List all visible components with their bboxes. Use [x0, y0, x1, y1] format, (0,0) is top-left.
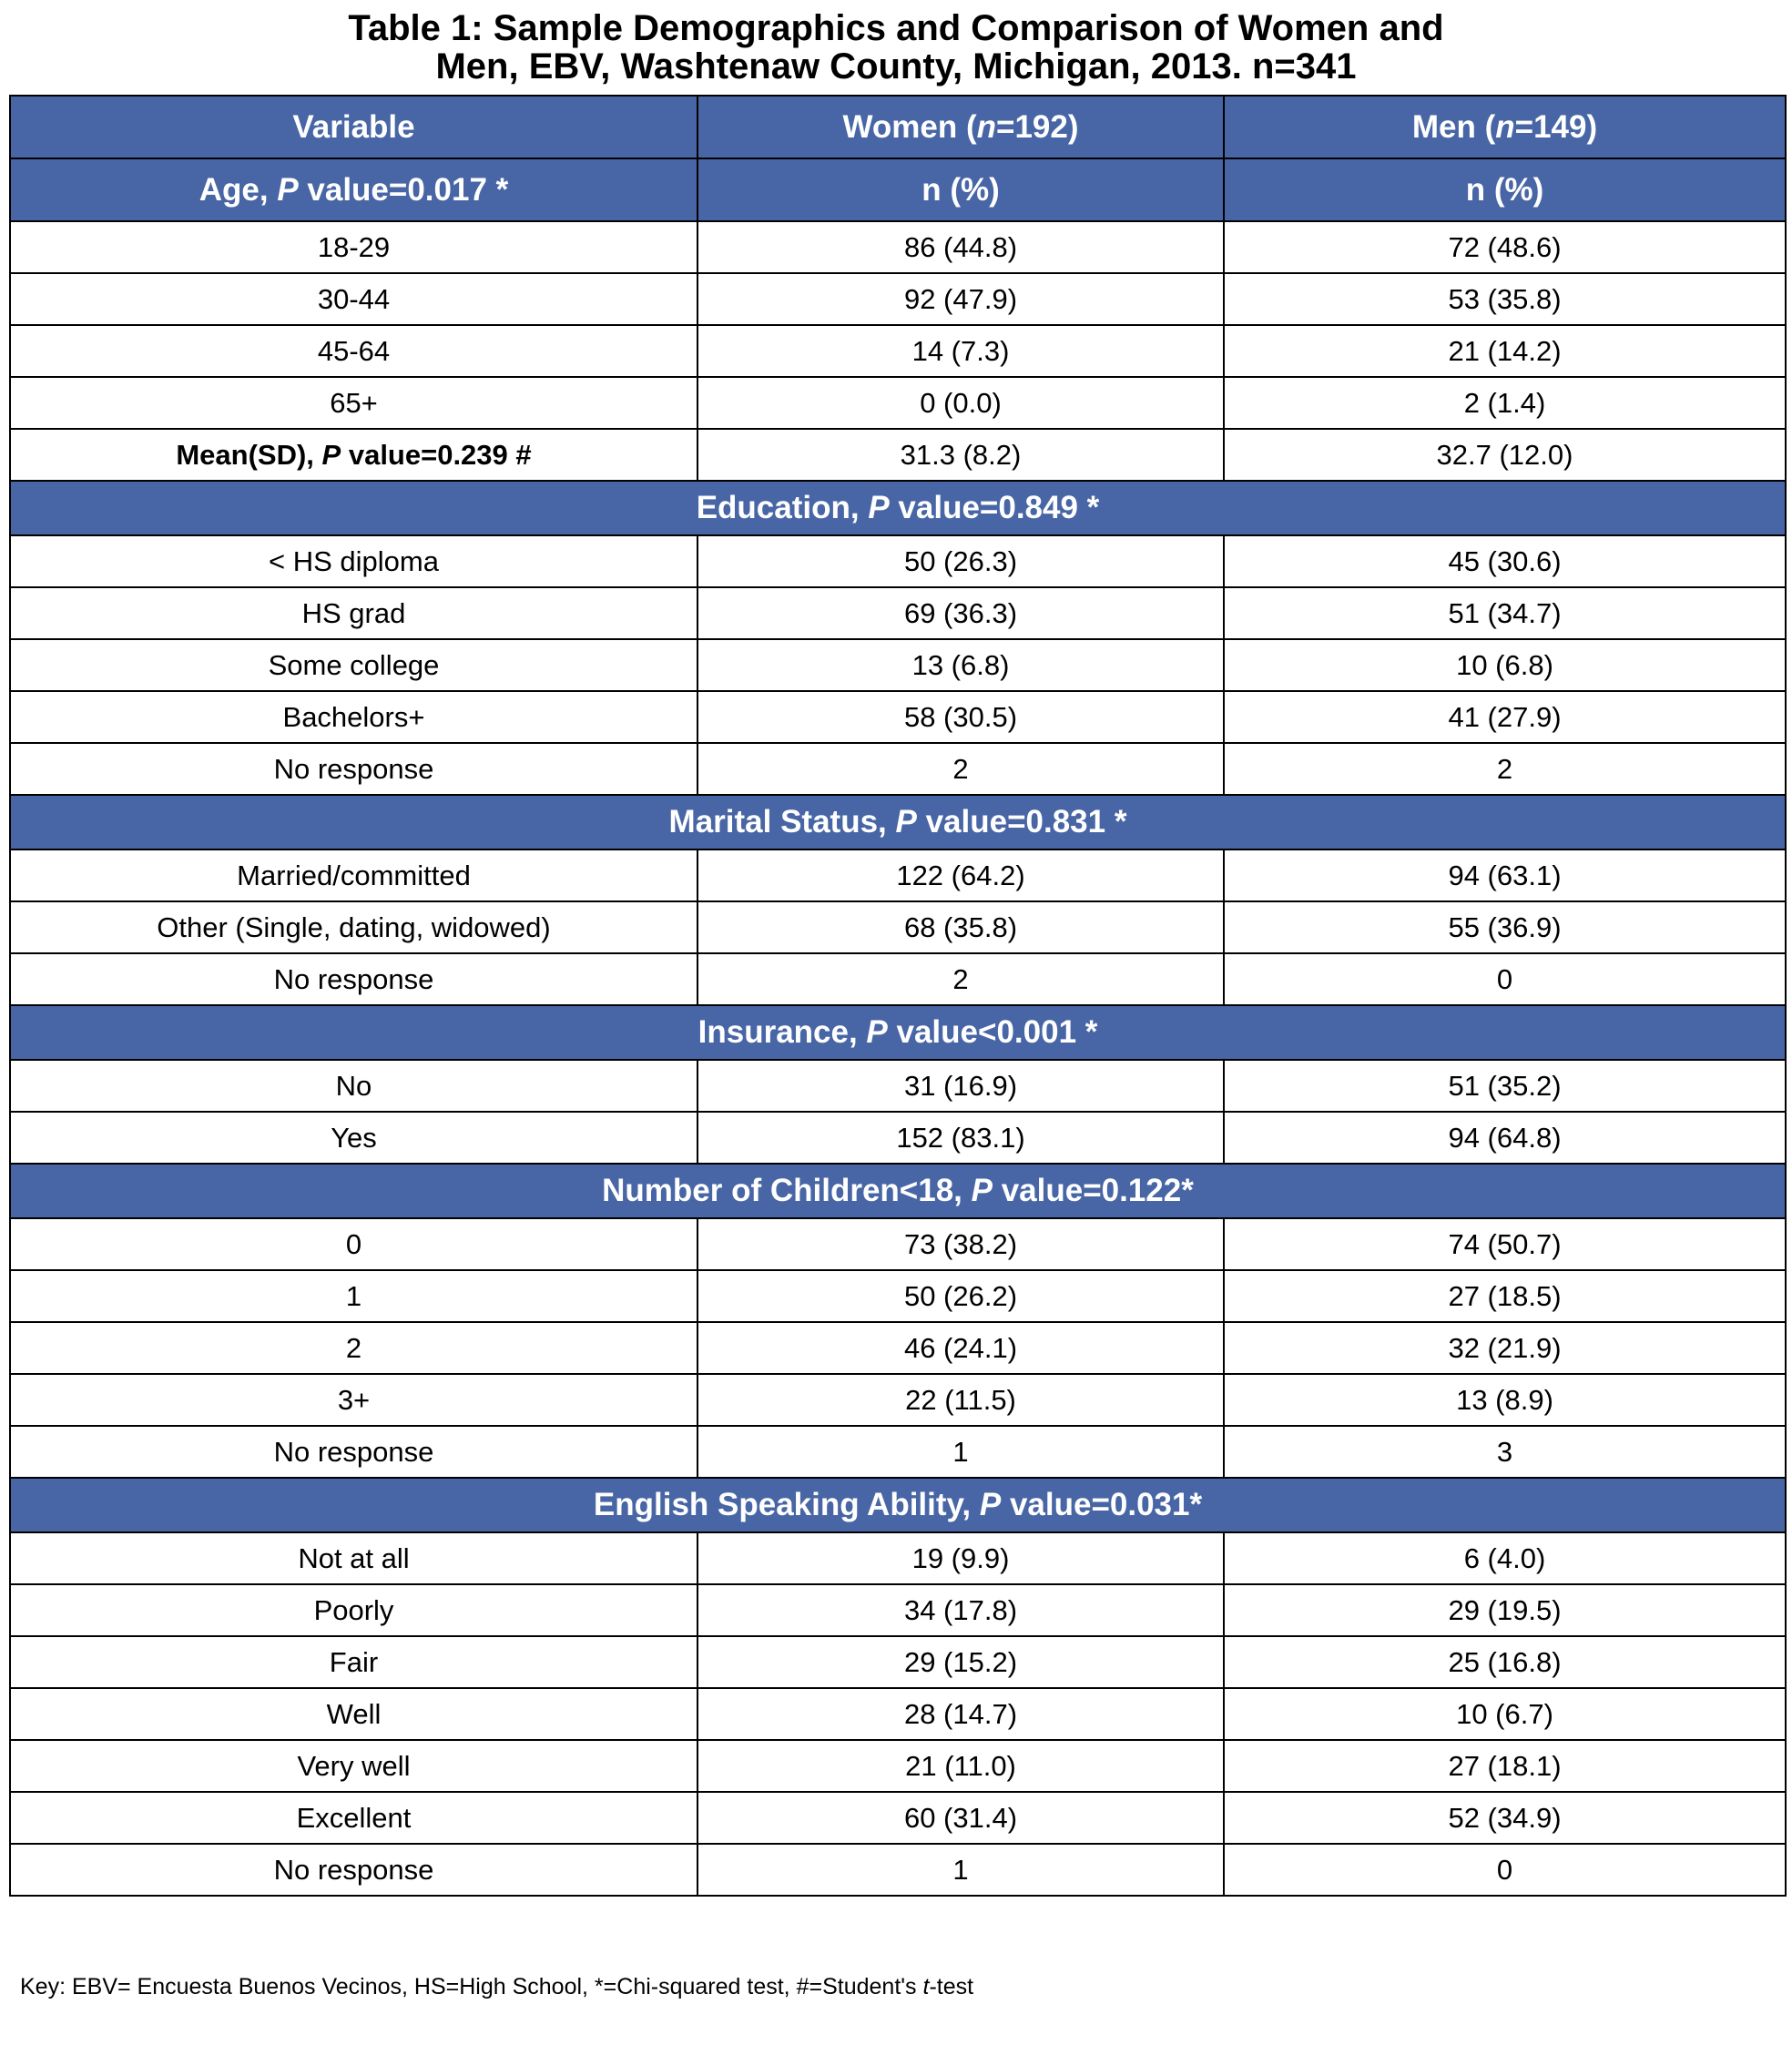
women-value: 29 (15.2) [697, 1636, 1224, 1688]
men-value: 72 (48.6) [1224, 221, 1786, 273]
table-row [10, 1270, 1786, 1322]
row-label: No response [10, 1426, 697, 1478]
row-label: No response [10, 1844, 697, 1896]
women-value: 73 (38.2) [697, 1218, 1224, 1270]
row-label: No response [10, 743, 697, 795]
table-row [10, 1688, 1786, 1740]
men-value: 45 (30.6) [1224, 535, 1786, 587]
children-section-label: Number of Children<18, P value=0.122* [10, 1164, 1786, 1218]
row-label: Some college [10, 639, 697, 691]
demographics-table [9, 95, 1787, 1897]
row-label: < HS diploma [10, 535, 697, 587]
marital-section-row [10, 795, 1786, 850]
women-value: 46 (24.1) [697, 1322, 1224, 1374]
men-value: 53 (35.8) [1224, 273, 1786, 325]
table-row [10, 535, 1786, 587]
men-value: 52 (34.9) [1224, 1792, 1786, 1844]
women-value: 1 [697, 1426, 1224, 1478]
row-label: No response [10, 953, 697, 1005]
row-label: 3+ [10, 1374, 697, 1426]
row-label: Other (Single, dating, widowed) [10, 901, 697, 953]
row-label: 45-64 [10, 325, 697, 377]
table-row [10, 1740, 1786, 1792]
insurance-section-row [10, 1005, 1786, 1060]
men-value: 2 [1224, 743, 1786, 795]
table-row [10, 1532, 1786, 1584]
table-row [10, 1636, 1786, 1688]
men-value: 21 (14.2) [1224, 325, 1786, 377]
demographics-table-container [9, 95, 1785, 1897]
age-header-row [10, 158, 1786, 221]
table-row [10, 850, 1786, 901]
women-value: 14 (7.3) [697, 325, 1224, 377]
header-men: Men (n=149) [1224, 96, 1786, 158]
row-label: 18-29 [10, 221, 697, 273]
women-value: 86 (44.8) [697, 221, 1224, 273]
men-value: 41 (27.9) [1224, 691, 1786, 743]
english-section-row [10, 1478, 1786, 1532]
row-label: Married/committed [10, 850, 697, 901]
row-label: Yes [10, 1112, 697, 1164]
men-value: 32 (21.9) [1224, 1322, 1786, 1374]
men-value: 10 (6.8) [1224, 639, 1786, 691]
table-row [10, 691, 1786, 743]
women-value: 13 (6.8) [697, 639, 1224, 691]
men-value: 27 (18.1) [1224, 1740, 1786, 1792]
table-row [10, 1426, 1786, 1478]
table-row [10, 901, 1786, 953]
women-value: 31.3 (8.2) [697, 429, 1224, 481]
table-row [10, 221, 1786, 273]
women-value: 69 (36.3) [697, 587, 1224, 639]
women-value: 2 [697, 953, 1224, 1005]
row-label: 65+ [10, 377, 697, 429]
row-label: Very well [10, 1740, 697, 1792]
header-variable: Variable [10, 96, 697, 158]
men-value: 13 (8.9) [1224, 1374, 1786, 1426]
women-value: 1 [697, 1844, 1224, 1896]
english-section-label: English Speaking Ability, P value=0.031* [10, 1478, 1786, 1532]
men-value: 55 (36.9) [1224, 901, 1786, 953]
table-row [10, 953, 1786, 1005]
women-value: 22 (11.5) [697, 1374, 1224, 1426]
row-label: Fair [10, 1636, 697, 1688]
marital-section-label: Marital Status, P value=0.831 * [10, 795, 1786, 850]
women-value: 0 (0.0) [697, 377, 1224, 429]
table-row [10, 1374, 1786, 1426]
table-row [10, 377, 1786, 429]
row-label: 0 [10, 1218, 697, 1270]
men-value: 25 (16.8) [1224, 1636, 1786, 1688]
men-value: 10 (6.7) [1224, 1688, 1786, 1740]
table-row [10, 639, 1786, 691]
table-row [10, 1844, 1786, 1896]
women-value: 122 (64.2) [697, 850, 1224, 901]
education-section-label: Education, P value=0.849 * [10, 481, 1786, 535]
row-label: 2 [10, 1322, 697, 1374]
men-value: 3 [1224, 1426, 1786, 1478]
women-value: 60 (31.4) [697, 1792, 1224, 1844]
men-value: 27 (18.5) [1224, 1270, 1786, 1322]
table-row [10, 1322, 1786, 1374]
men-value: 51 (34.7) [1224, 587, 1786, 639]
women-unit-label: n (%) [697, 158, 1224, 221]
table-title-line-2: Men, EBV, Washtenaw County, Michigan, 2013. n=341 [435, 46, 1357, 86]
row-label: 30-44 [10, 273, 697, 325]
row-label: Not at all [10, 1532, 697, 1584]
men-value: 29 (19.5) [1224, 1584, 1786, 1636]
table-row [10, 1792, 1786, 1844]
women-value: 31 (16.9) [697, 1060, 1224, 1112]
men-value: 74 (50.7) [1224, 1218, 1786, 1270]
education-section-row [10, 481, 1786, 535]
table-row [10, 273, 1786, 325]
women-value: 152 (83.1) [697, 1112, 1224, 1164]
table-row [10, 743, 1786, 795]
children-section-row [10, 1164, 1786, 1218]
column-header-row [10, 96, 1786, 158]
row-label: 1 [10, 1270, 697, 1322]
men-value: 6 (4.0) [1224, 1532, 1786, 1584]
row-label: Excellent [10, 1792, 697, 1844]
table-row [10, 1112, 1786, 1164]
table-key-footnote: Key: EBV= Encuesta Buenos Vecinos, HS=High School, *=Chi-squared test, #=Student's t-test [20, 1974, 974, 1999]
women-value: 92 (47.9) [697, 273, 1224, 325]
men-value: 94 (63.1) [1224, 850, 1786, 901]
table-title [0, 9, 1792, 86]
women-value: 50 (26.3) [697, 535, 1224, 587]
men-value: 0 [1224, 953, 1786, 1005]
row-label: Mean(SD), P value=0.239 # [10, 429, 697, 481]
men-value: 2 (1.4) [1224, 377, 1786, 429]
row-label: Bachelors+ [10, 691, 697, 743]
table-row [10, 325, 1786, 377]
insurance-section-label: Insurance, P value<0.001 * [10, 1005, 1786, 1060]
men-value: 32.7 (12.0) [1224, 429, 1786, 481]
table-title-line-1: Table 1: Sample Demographics and Comparison of Women and [348, 8, 1444, 48]
men-value: 0 [1224, 1844, 1786, 1896]
women-value: 68 (35.8) [697, 901, 1224, 953]
row-label: No [10, 1060, 697, 1112]
men-unit-label: n (%) [1224, 158, 1786, 221]
table-row [10, 1060, 1786, 1112]
women-value: 50 (26.2) [697, 1270, 1224, 1322]
row-label: HS grad [10, 587, 697, 639]
men-value: 51 (35.2) [1224, 1060, 1786, 1112]
men-value: 94 (64.8) [1224, 1112, 1786, 1164]
table-row [10, 1584, 1786, 1636]
women-value: 2 [697, 743, 1224, 795]
row-label: Poorly [10, 1584, 697, 1636]
header-women: Women (n=192) [697, 96, 1224, 158]
table-row [10, 1218, 1786, 1270]
women-value: 34 (17.8) [697, 1584, 1224, 1636]
women-value: 58 (30.5) [697, 691, 1224, 743]
row-label: Well [10, 1688, 697, 1740]
women-value: 28 (14.7) [697, 1688, 1224, 1740]
women-value: 21 (11.0) [697, 1740, 1224, 1792]
table-row [10, 429, 1786, 481]
table-row [10, 587, 1786, 639]
age-section-label: Age, P value=0.017 * [10, 158, 697, 221]
women-value: 19 (9.9) [697, 1532, 1224, 1584]
